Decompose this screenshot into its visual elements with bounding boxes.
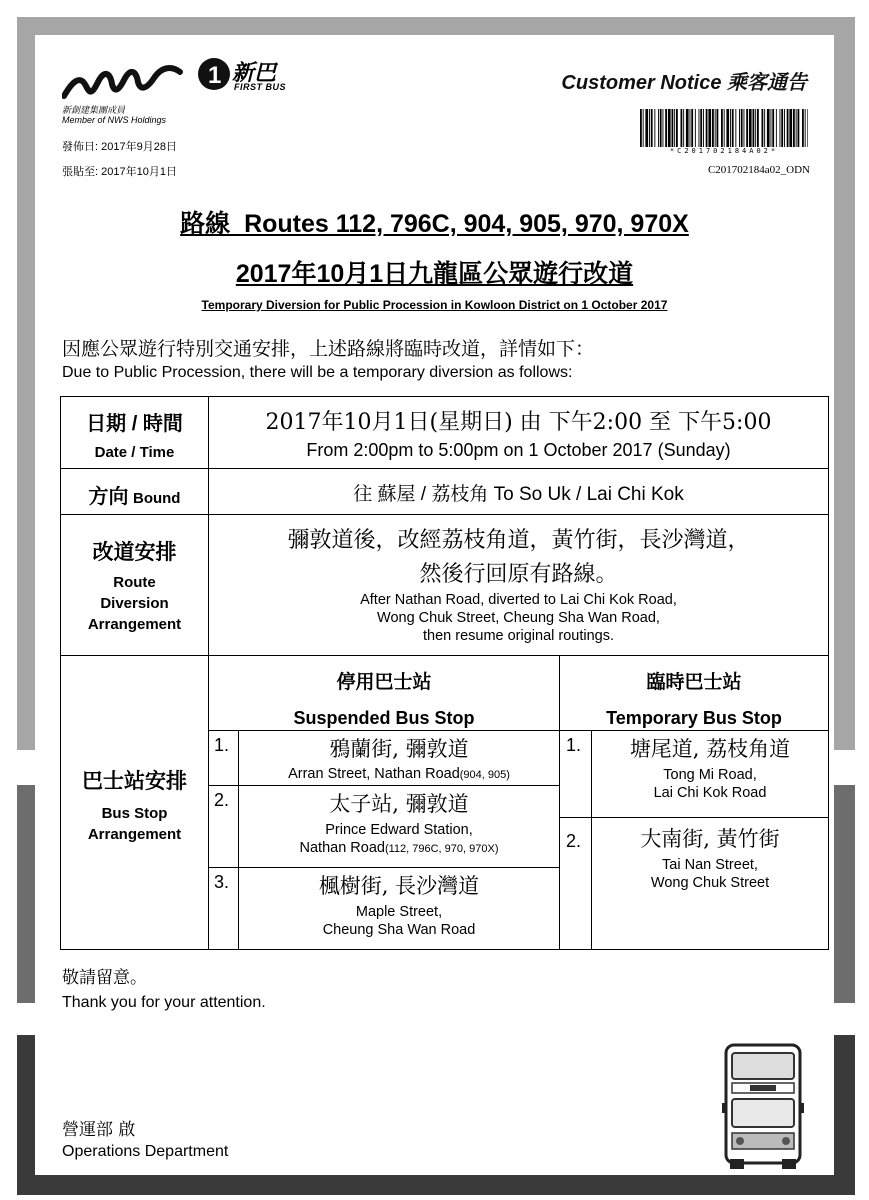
temporary-stop-1-number: 1. (566, 735, 582, 755)
frame-right-middle (834, 785, 855, 1003)
temporary-stop-1 (592, 733, 828, 802)
row-divider (61, 514, 828, 515)
suspended-stop-2-road: Nathan Road (299, 840, 385, 856)
diversion-label-english-3: Arrangement (87, 616, 182, 633)
temporary-stop-2-number: 2. (566, 831, 582, 851)
frame-left-middle (17, 785, 35, 1003)
row-divider (208, 730, 828, 731)
temporary-stop-2-english-2: Wong Chuk Street (650, 875, 770, 891)
date-value-english: From 2:00pm to 5:00pm on 1 October 2017 (Sunday) (306, 440, 731, 460)
bus-stop-label (61, 765, 208, 845)
frame-right-upper (834, 17, 855, 750)
intro-english: Due to Public Procession, there will be a temporary diversion as follows: (62, 364, 573, 381)
svg-text:1: 1 (208, 62, 222, 89)
temporary-stop-1-chinese: 塘尾道, 荔枝角道 (629, 737, 791, 761)
suspended-stop-3-english-1: Maple Street, (355, 904, 443, 920)
double-decker-bus-icon (722, 1043, 804, 1171)
suspended-stop-3-number: 3. (214, 872, 230, 892)
suspended-stop-1-routes: (904, 905) (459, 769, 510, 781)
event-title-english: Temporary Diversion for Public Procession in Kowloon District on 1 October 2017 (201, 298, 668, 312)
frame-left-upper (17, 17, 35, 750)
temporary-stop-2-english-1: Tai Nan Street, (662, 857, 758, 873)
suspended-header (209, 667, 559, 729)
department-chinese: 營運部 啟 (62, 1120, 136, 1140)
bus-stop-label-chinese: 巴士站安排 (82, 770, 187, 793)
frame-left-lower (17, 1035, 35, 1195)
temporary-stop-2-chinese: 大南街, 黃竹街 (640, 827, 780, 851)
temporary-header-english: Temporary Bus Stop (606, 708, 782, 728)
diversion-label-english-2: Diversion (100, 595, 169, 612)
routes-title: 路線 Routes 112, 796C, 904, 905, 970, 970X (180, 210, 689, 238)
row-divider (559, 817, 828, 818)
holding-english: Member of NWS Holdings (62, 115, 167, 125)
suspended-header-english: Suspended Bus Stop (293, 708, 475, 728)
suspended-stop-1-number: 1. (214, 735, 230, 755)
issue-date-value: 2017年9月28日 (101, 141, 177, 153)
post-date (62, 163, 177, 179)
diversion-english-2: Wong Chuk Street, Cheung Sha Wan Road, (377, 610, 660, 626)
diversion-chinese-2: 然後行回原有路線。 (419, 562, 618, 587)
suspended-stop-2-routes: (112, 796C, 970, 970X) (384, 843, 499, 855)
diversion-label (61, 536, 208, 635)
event-title-chinese: 2017年10月1日九龍區公眾遊行改道 (235, 260, 634, 288)
suspended-stop-3 (239, 870, 559, 939)
logo-chinese-text: 新巴 (232, 60, 277, 85)
diversion-chinese-1: 彌敦道後，改經荔枝角道，黃竹街，長沙灣道， (287, 528, 750, 553)
document-code: C201702184a02_ODN (707, 164, 810, 176)
frame-bottom (17, 1175, 855, 1195)
bound-label-chinese: 方向 (88, 486, 129, 508)
diversion-label-chinese: 改道安排 (92, 541, 177, 564)
thanks-chinese: 敬請留意。 (62, 968, 147, 988)
row-divider (61, 655, 828, 656)
thanks-english: Thank you for your attention. (62, 994, 266, 1011)
suspended-stop-2-english-1: Prince Edward Station, (325, 822, 473, 838)
suspended-stop-2-chinese: 太子站, 彌敦道 (329, 792, 469, 816)
suspended-stop-2 (239, 788, 559, 858)
temporary-header (560, 667, 828, 729)
suspended-header-chinese: 停用巴士站 (336, 672, 432, 693)
diversion-table (60, 396, 829, 950)
date-label-chinese: 日期 / 時間 (86, 413, 183, 435)
diversion-value (209, 523, 828, 645)
intro-chinese: 因應公眾遊行特別交通安排，上述路線將臨時改道，詳情如下： (62, 338, 595, 360)
suspended-stop-2-english-2 (239, 839, 559, 858)
row-divider (208, 785, 559, 786)
date-value-chinese: 2017年10月1日(星期日) 由 下午2:00 至 下午5:00 (265, 410, 772, 435)
bound-label (61, 480, 208, 509)
post-date-label: 張貼至: (62, 166, 99, 178)
suspended-stop-1-chinese: 鴉蘭街, 彌敦道 (329, 737, 469, 761)
bound-value: 往 蘇屋 / 荔枝角 To So Uk / Lai Chi Kok (353, 484, 684, 505)
temporary-stop-1-english-2: Lai Chi Kok Road (653, 785, 767, 801)
diversion-english-3: then resume original routings. (422, 628, 615, 644)
barcode-text: *C201702184A02* (669, 147, 779, 155)
first-bus-logo (62, 52, 232, 110)
suspended-stop-3-english-2: Cheung Sha Wan Road (322, 922, 476, 938)
bus-stop-label-english-1: Bus Stop (101, 805, 168, 822)
suspended-stop-1-english (239, 765, 559, 784)
date-label (61, 407, 208, 463)
bound-label-english: Bound (132, 490, 181, 507)
suspended-stop-2-number: 2. (214, 790, 230, 810)
date-label-english: Date / Time (94, 444, 175, 461)
notice-title: Customer Notice 乘客通告 (561, 72, 807, 94)
holding-chinese: 新創建集團成員 (62, 105, 126, 115)
row-divider (61, 468, 828, 469)
issue-date-label: 發佈日: (62, 141, 99, 153)
frame-top (17, 17, 855, 35)
barcode (640, 109, 808, 147)
frame-right-lower (834, 1035, 855, 1195)
suspended-stop-3-chinese: 楓樹街, 長沙灣道 (318, 874, 480, 898)
date-value (209, 405, 828, 461)
suspended-stop-1 (239, 733, 559, 784)
post-date-value: 2017年10月1日 (101, 166, 177, 178)
temporary-stop-2 (592, 823, 828, 892)
bus-stop-label-english-2: Arrangement (87, 826, 182, 843)
issue-date (62, 138, 177, 154)
logo-english-text: FIRST BUS (234, 82, 287, 92)
diversion-label-english-1: Route (113, 574, 156, 591)
department-english: Operations Department (62, 1143, 229, 1160)
temporary-header-chinese: 臨時巴士站 (646, 672, 742, 693)
suspended-stop-1-name: Arran Street, Nathan Road (288, 766, 460, 782)
diversion-english-1: After Nathan Road, diverted to Lai Chi Kok Road, (360, 592, 677, 608)
temporary-stop-1-english-1: Tong Mi Road, (663, 767, 757, 783)
row-divider (208, 867, 559, 868)
